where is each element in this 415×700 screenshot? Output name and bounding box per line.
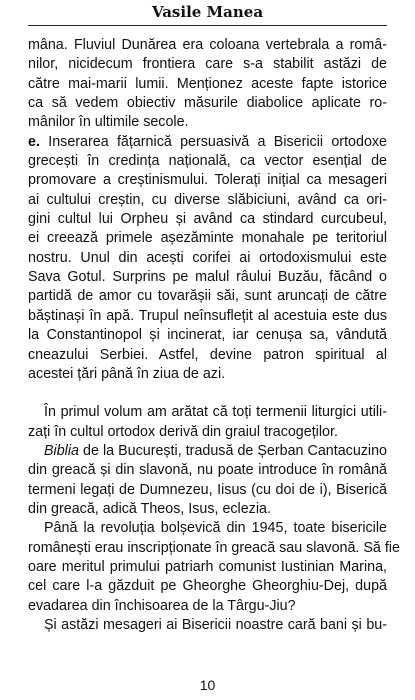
text-line: Până la revoluția bolșevică din 1945, toate bisericile	[44, 520, 387, 537]
italic-title: Biblia	[44, 442, 79, 459]
text-line: oare meritul primului patriarh comunist Iustinian Marina,	[28, 558, 387, 575]
text-line: evadarea din închisoarea de la Târgu-Jiu?	[28, 597, 296, 614]
text-line: din greacă și din slavonă, nu poate introduce în română	[28, 462, 387, 479]
text-line: băștinași în apă. Trupul neînsuflețit al acestuia este dus	[28, 307, 387, 324]
text-line: zați în cultul ortodox derivă din graiul tracogeților.	[28, 423, 338, 440]
text-line: cneazului Serbiei. Astfel, devine patron spiritual al	[28, 346, 387, 363]
text-line: nostru. Unul din acești corifei ai ortodoxismului este	[28, 249, 387, 266]
paragraph	[28, 403, 387, 442]
text-line: Sava Gotul. Surprins pe malul râului Buzău, făcând o	[28, 269, 387, 286]
text-line: acestei țări până în ziua de azi.	[28, 365, 226, 382]
paragraph-gap	[28, 384, 387, 403]
text-line: românești erau inscripționate în greacă sau slavonă. Să fie	[28, 539, 400, 556]
text-line: la Constantinopol și incinerat, iar cenușa sa, vândută	[28, 327, 387, 344]
text-line: promovare a creștinismului. Tolerați inițial ca mesageri	[28, 172, 387, 189]
text-line: mâna. Fluviul Dunărea era coloana vertebrala a româ-	[28, 37, 387, 53]
text-line: cel care l-a găzduit pe Gheorghe Gheorghiu-Dej, după	[28, 578, 387, 595]
text-line: În primul volum am arătat că toți termenii liturgici utili-	[44, 404, 387, 421]
paragraph	[28, 519, 400, 616]
list-marker: e.	[28, 133, 40, 150]
text-line: către mai-marii lumii. Menționez aceste fapte istorice	[28, 75, 387, 92]
text-line: e. Inserarea fățarnică persuasivă a Bisericii ortodoxe	[28, 133, 387, 150]
text-line: ca să vedem obiectiv măsurile diabolice aplicate ro-	[28, 95, 387, 112]
page-body	[28, 36, 400, 635]
page-number: 10	[199, 677, 216, 693]
running-header: Vasile Manea	[151, 3, 264, 21]
paragraph	[28, 616, 387, 635]
paragraph	[28, 442, 387, 519]
text-line: mânilor în ultimile secole.	[28, 114, 189, 131]
text-line: gini cultul lui Orpheu și având ca stindard curcubeul,	[28, 211, 387, 228]
text-line: din greacă, adică Theos, Isus, eclezia.	[28, 500, 271, 517]
paragraph-list-item	[28, 133, 387, 384]
text-line: termeni legați de Dumnezeu, Iisus (cu doi de i), Biserică	[28, 481, 387, 498]
header-rule	[28, 25, 387, 26]
text-line: partidă de amor cu tovarășii săi, sunt aruncați de către	[28, 288, 387, 305]
text-line: Și astăzi mesageri ai Bisericii noastre cară bani și bu-	[44, 616, 387, 633]
text-line: Biblia de la București, tradusă de Șerban Cantacuzino	[44, 442, 387, 459]
paragraph	[28, 36, 387, 133]
text-line: nilor, nicidecum frontiera care s-a stabilit astăzi de	[28, 56, 387, 73]
text-line: ei creează primele așezăminte monahale pe teritoriul	[28, 230, 387, 247]
text-line: grecești în credința națională, ca vector esențial de	[28, 153, 387, 170]
text-line: ai cultului creștin, cu diverse slăbiciuni, având ca ori-	[28, 191, 387, 208]
